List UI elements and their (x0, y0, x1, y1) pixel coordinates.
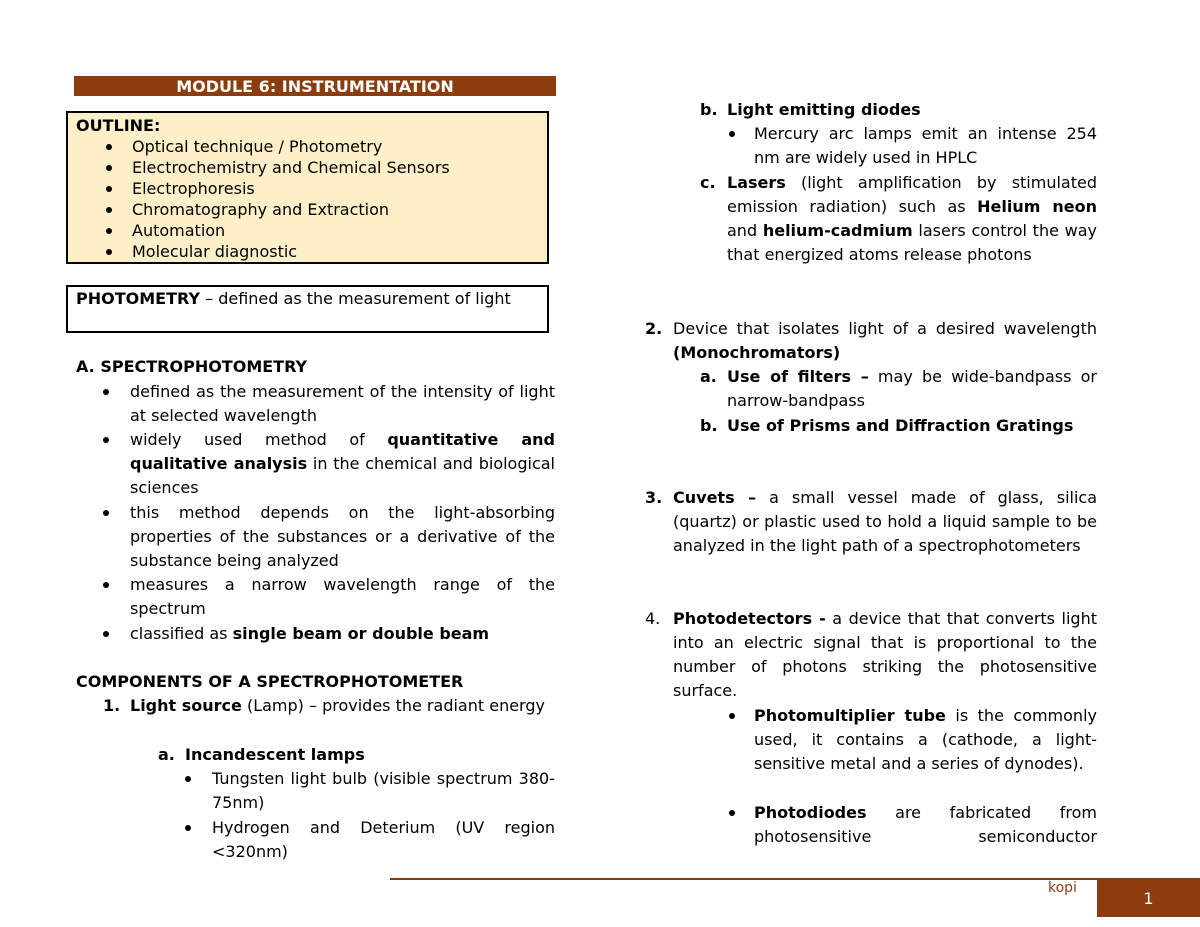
outline-item: Optical technique / Photometry (76, 136, 450, 157)
bullet-icon (106, 165, 112, 171)
component-3-cuvets: Cuvets – a small vessel made of glass, silica (quartz) or plastic used to hold a liquid sample to be analyzed in the light path of a spectrophotometers (673, 488, 1098, 555)
bullet-icon (185, 825, 191, 831)
spectro-bullet-2: widely used method of quantitative and qualitative analysis in the chemical and biological sciences (130, 428, 555, 500)
bullet-icon (106, 144, 112, 150)
incandescent-bullet-1: Tungsten light bulb (visible spectrum 380-75nm) (212, 767, 555, 815)
component-2a-label: a. (700, 367, 717, 386)
component-1-number: 1. (103, 696, 121, 715)
photometry-definition-box (66, 285, 549, 333)
outline-item: Electrophoresis (76, 178, 450, 199)
bullet-icon (106, 186, 112, 192)
component-1c-label: c. (700, 173, 716, 192)
bullet-icon (729, 810, 735, 816)
component-2b-label: b. (700, 416, 718, 435)
bullet-icon (103, 631, 109, 637)
bullet-icon (729, 713, 735, 719)
spectro-bullet-1: defined as the measurement of the intensity of light at selected wavelength (130, 380, 555, 428)
filters-item: Use of filters – may be wide-bandpass or narrow-bandpass (727, 367, 1098, 410)
prisms-item: Use of Prisms and Diffraction Gratings (727, 416, 1074, 435)
module-title: MODULE 6: INSTRUMENTATION (74, 76, 556, 96)
outline-item: Chromatography and Extraction (76, 199, 450, 220)
outline-item: Electrochemistry and Chemical Sensors (76, 157, 450, 178)
lasers-item: Lasers (light amplification by stimulated emission radiation) such as Helium neon and helium-cadmium lasers control the way that energized atoms release photons (727, 173, 1098, 264)
bullet-icon (106, 228, 112, 234)
outline-list (76, 136, 450, 262)
bullet-icon (103, 389, 109, 395)
photometry-term: PHOTOMETRY (76, 289, 201, 308)
component-1a-label: a. (158, 745, 175, 764)
bullet-icon (185, 776, 191, 782)
components-heading: COMPONENTS OF A SPECTROPHOTOMETER (76, 672, 464, 691)
incandescent-lamps-heading: Incandescent lamps (185, 745, 365, 764)
photometry-definition: – defined as the measurement of light (200, 289, 511, 308)
spectro-bullet-5: classified as single beam or double beam (130, 622, 555, 646)
footer-author: kopi (1048, 880, 1077, 896)
outline-item: Automation (76, 220, 450, 241)
component-3-number: 3. (645, 488, 663, 507)
bullet-icon (729, 131, 735, 137)
outline-item: Molecular diagnostic (76, 241, 450, 262)
bullet-icon (106, 207, 112, 213)
component-2-monochromators: Device that isolates light of a desired wavelength (Monochromators) (673, 319, 1097, 362)
bullet-icon (103, 510, 109, 516)
outline-heading: OUTLINE: (76, 116, 161, 135)
spectro-bullet-4: measures a narrow wavelength range of the spectrum (130, 573, 555, 621)
leds-heading: Light emitting diodes (727, 100, 921, 119)
spectro-bullet-3: this method depends on the light-absorbing properties of the substances or a derivative of the substance being analyzed (130, 501, 555, 573)
page-number: 1 (1097, 880, 1200, 917)
bullet-icon (106, 249, 112, 255)
outline-box (66, 111, 549, 264)
photodiodes-bullet: Photodiodes are fabricated from photosensitive semiconductor (754, 801, 1097, 849)
component-2-number: 2. (645, 319, 663, 338)
spectrophotometry-heading: A. SPECTROPHOTOMETRY (76, 357, 308, 376)
footer-rule (390, 878, 1200, 880)
component-1b-label: b. (700, 100, 718, 119)
photomultiplier-bullet: Photomultiplier tube is the commonly used, it contains a (cathode, a light-sensitive metal and a series of dynodes). (754, 704, 1097, 776)
bullet-icon (103, 582, 109, 588)
incandescent-bullet-2: Hydrogen and Deterium (UV region <320nm) (212, 816, 555, 864)
bullet-icon (103, 437, 109, 443)
component-4-photodetectors: Photodetectors - a device that that converts light into an electric signal that is proportional to the number of photons striking the photosensitive surface. (673, 609, 1098, 700)
component-1-light-source: Light source (Lamp) – provides the radiant energy (130, 696, 545, 715)
leds-bullet-1: Mercury arc lamps emit an intense 254 nm are widely used in HPLC (754, 122, 1097, 170)
component-4-number: 4. (645, 609, 661, 628)
